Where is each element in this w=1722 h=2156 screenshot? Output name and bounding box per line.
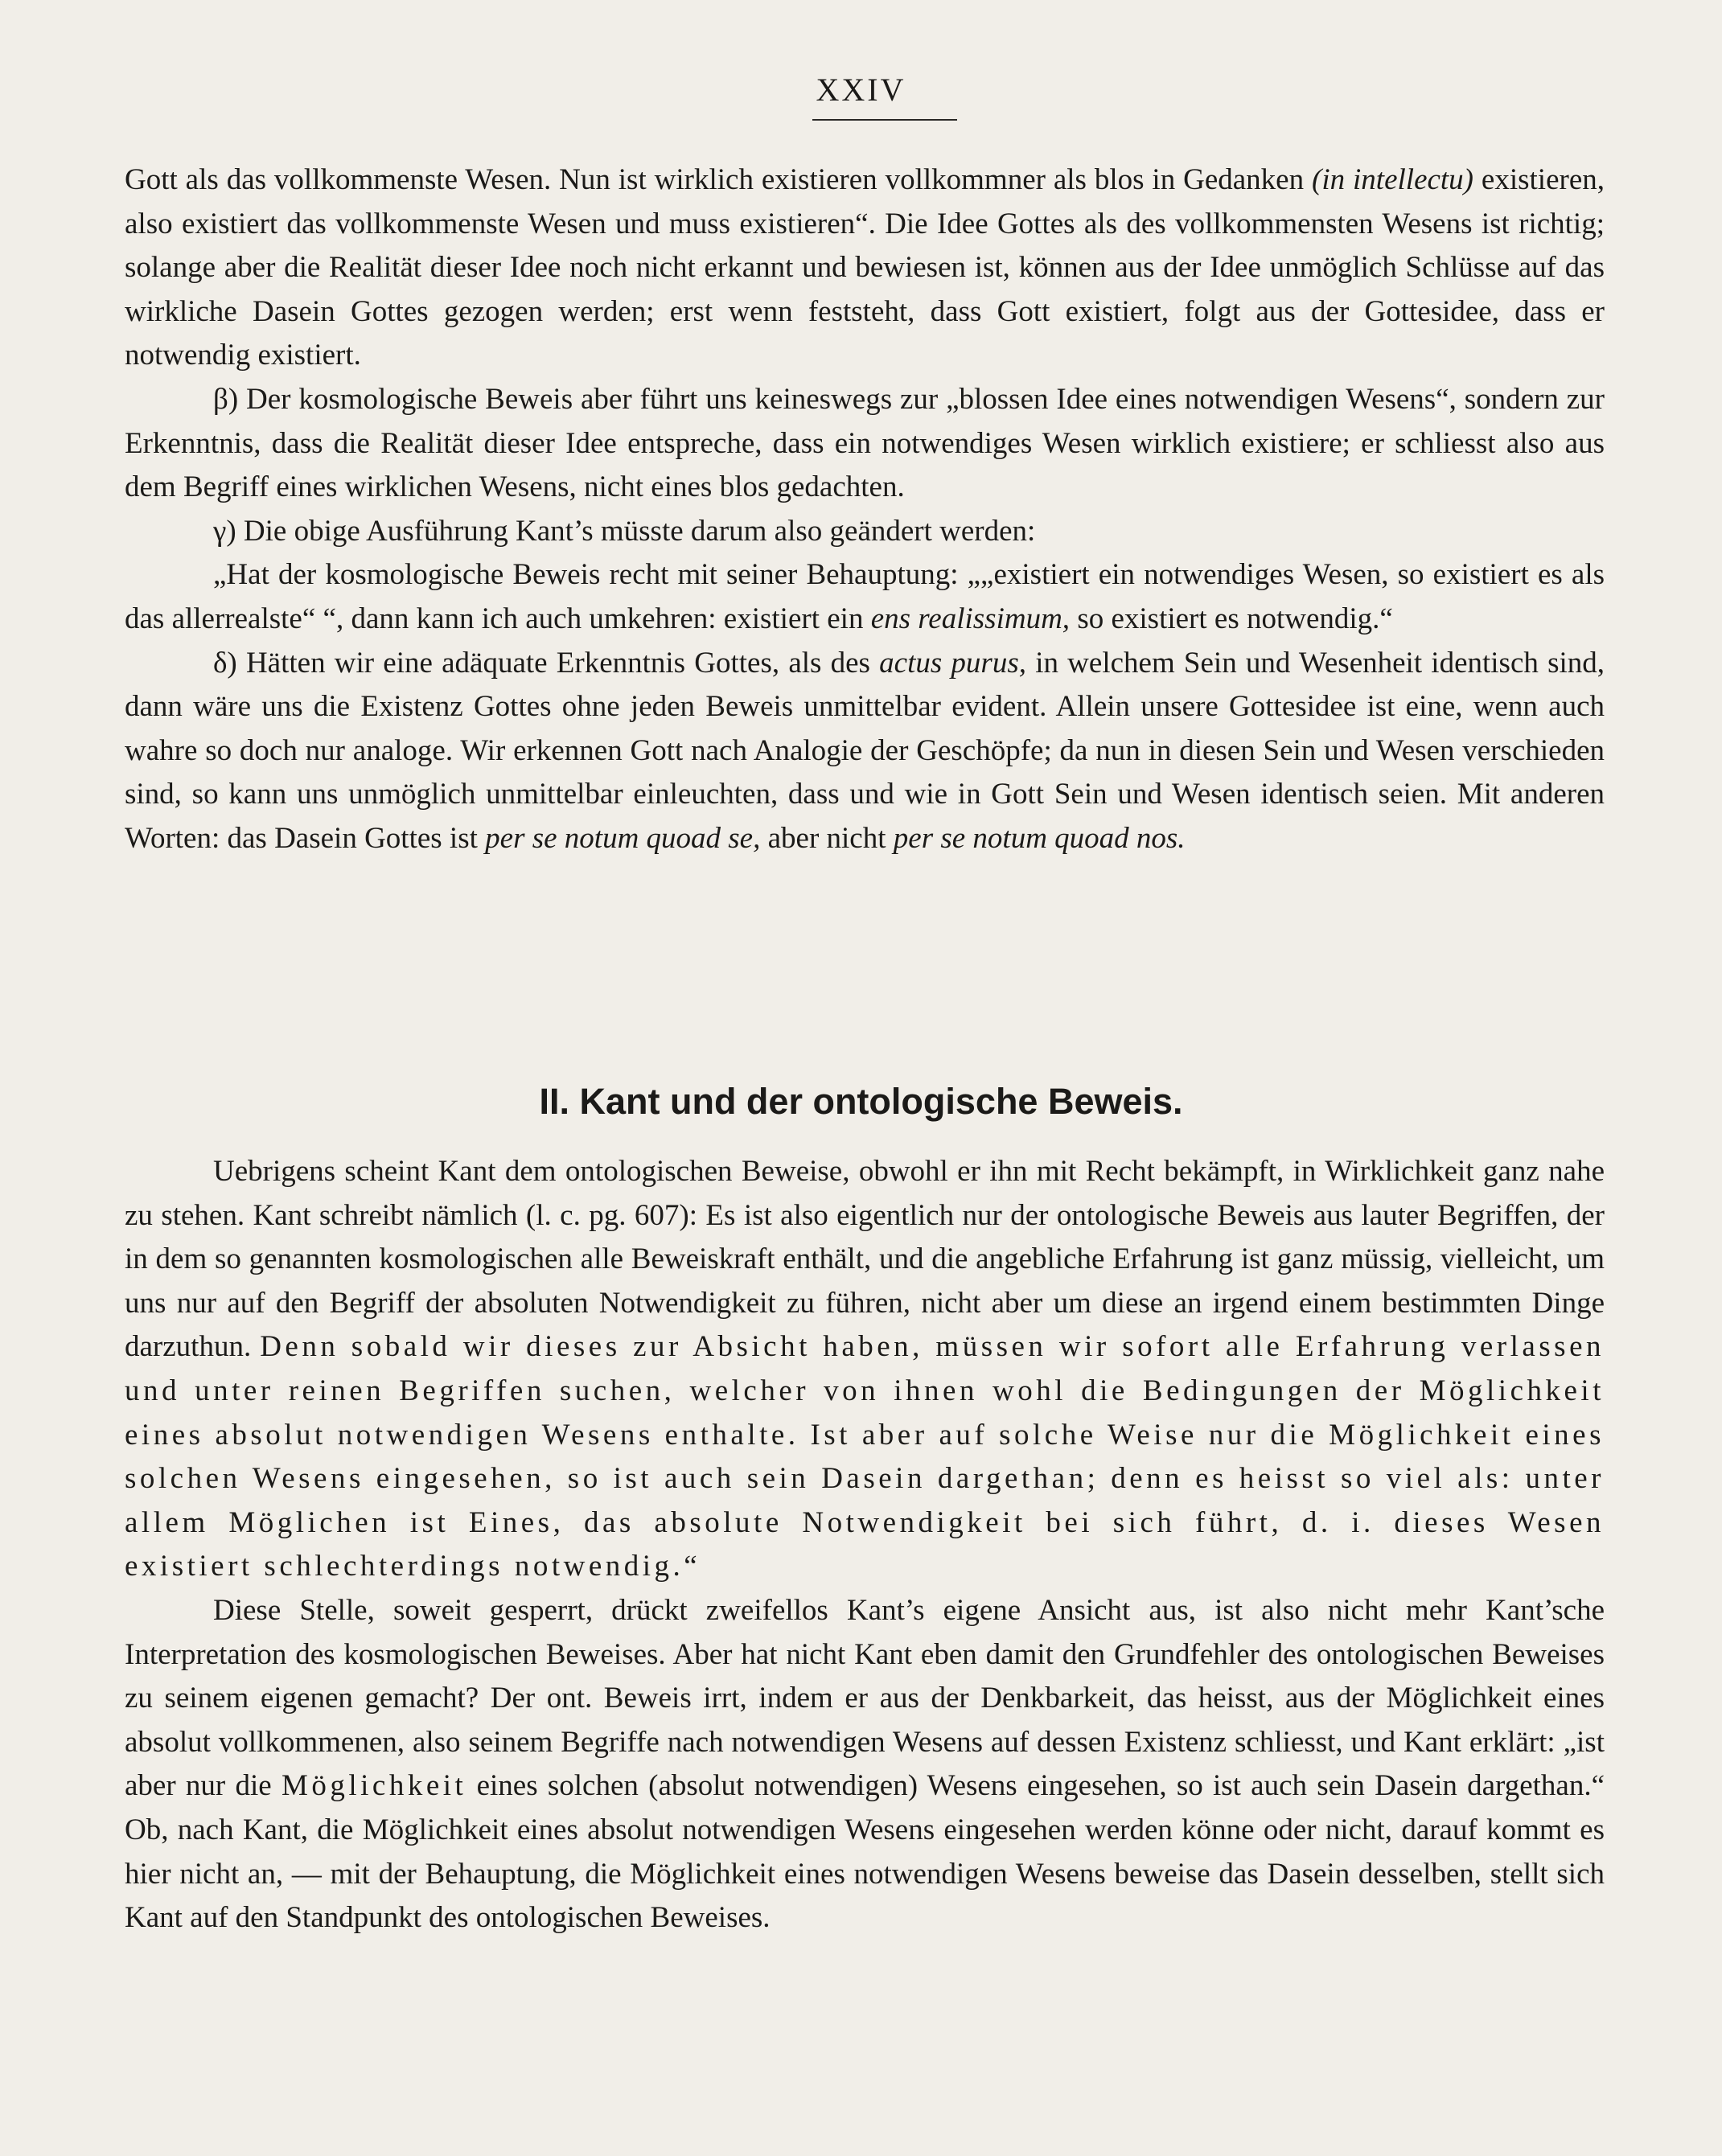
- header-rule: [812, 119, 957, 121]
- paragraph-continued: Gott als das vollkommenste Wesen. Nun ist wirklich existieren vollkommner als blos in Gedanken (in intellectu) existieren, also existiert das vollkommenste Wesen und muss existieren“. Die Idee Gottes als des vollkommensten Wesens ist richtig; solange aber die Realität dieser Idee noch nicht erkannt und bewiesen ist, können aus der Idee unmöglich Schlüsse auf das wirkliche Dasein Gottes gezogen werden; erst wenn feststeht, dass Gott existiert, folgt aus der Gottesidee, dass er notwendig existiert.: [125, 163, 1605, 372]
- section-two-text: [125, 1150, 1605, 1940]
- paragraph-kant-quote: Uebrigens scheint Kant dem ontologischen Beweise, obwohl er ihn mit Recht bekämpft, in Wirklichkeit ganz nahe zu stehen. Kant schreibt nämlich (l. c. pg. 607): Es ist also eigentlich nur der ontologische Beweis aus lauter Begriffen, der in dem so genannten kosmologischen alle Beweiskraft enthält, und die angebliche Erfahrung ist ganz müssig, vielleicht, um uns nur auf den Begriff der absoluten Notwendigkeit zu führen, nicht aber um diese an irgend einem bestimmten Dinge darzuthun. Denn sobald wir dieses zur Absicht haben, müssen wir sofort alle Erfahrung verlassen und unter reinen Begriffen suchen, welcher von ihnen wohl die Bedingungen der Möglichkeit eines absolut notwendigen Wesens enthalte. Ist aber auf solche Weise nur die Möglichkeit eines solchen Wesens eingesehen, so ist auch sein Dasein dargethan; denn es heisst so viel als: unter allem Möglichen ist Eines, das absolute Notwendigkeit bei sich führt, d. i. dieses Wesen existiert schlechterdings notwendig.“: [125, 1155, 1605, 1583]
- paragraph-quote: „Hat der kosmologische Beweis recht mit seiner Behauptung: „„existiert ein notwendiges Wesen, so existiert es als das allerrealste“ “, dann kann ich auch umkehren: existiert ein ens realissimum, so existiert es notwendig.“: [125, 558, 1605, 635]
- section-one-text: [125, 158, 1605, 861]
- spaced-word: Möglichkeit: [281, 1769, 467, 1803]
- paragraph-interpretation: Diese Stelle, soweit gesperrt, drückt zweifellos Kant’s eigene Ansicht aus, ist also nicht mehr Kant’sche Interpretation des kosmologischen Beweises. Aber hat nicht Kant eben damit den Grundfehler des ontologischen Beweises zu seinem eigenen gemacht? Der ont. Beweis irrt, indem er aus der Denkbarkeit, das heisst, aus der Möglichkeit eines absolut vollkommenen, also seinem Begriffe nach notwendigen Wesens auf dessen Existenz schliesst, und Kant erklärt: „ist aber nur die Möglichkeit eines solchen (absolut notwendigen) Wesens eingesehen, so ist auch sein Dasein dargethan.“ Ob, nach Kant, die Möglichkeit eines absolut notwendigen Wesens eingesehen werden könne oder nicht, darauf kommt es hier nicht an, — mit der Behauptung, die Möglichkeit eines notwendigen Wesens beweise das Dasein desselben, stellt sich Kant auf den Standpunkt des ontologischen Beweises.: [125, 1593, 1605, 1935]
- paragraph-gamma: γ) Die obige Ausführung Kant’s müsste darum also geändert werden:: [213, 514, 1036, 548]
- paragraph-beta: β) Der kosmologische Beweis aber führt uns keineswegs zur „blossen Idee eines notwendigen Wesens“, sondern zur Erkenntnis, dass die Realität dieser Idee entspreche, dass ein notwendiges Wesen wirklich existiere; er schliesst also aus dem Begriff eines wirklichen Wesens, nicht eines blos gedachten.: [125, 382, 1605, 504]
- section-heading: II. Kant und der ontologische Beweis.: [539, 1081, 1183, 1122]
- paragraph-delta: δ) Hätten wir eine adäquate Erkenntnis Gottes, als des actus purus, in welchem Sein und Wesenheit identisch sind, dann wäre uns die Existenz Gottes ohne jeden Beweis unmittelbar evident. Allein unsere Gottesidee ist eine, wenn auch wahre so doch nur analoge. Wir erkennen Gott nach Analogie der Geschöpfe; da nun in diesen Sein und Wesen verschieden sind, so kann uns unmöglich unmittelbar einleuchten, dass und wie in Gott Sein und Wesen identisch seien. Mit anderen Worten: das Dasein Gottes ist per se notum quoad se, aber nicht per se notum quoad nos.: [125, 646, 1605, 855]
- spaced-quote: Denn sobald wir dieses zur Absicht haben, müssen wir sofort alle Erfahrung verlassen und unter reinen Begriffen suchen, welcher von ihnen wohl die Bedingungen der Möglichkeit eines absolut notwendigen Wesens enthalte. Ist aber auf solche Weise nur die Möglichkeit eines solchen Wesens eingesehen, so ist auch sein Dasein dargethan; denn es heisst so viel als: unter allem Möglichen ist Eines, das absolute Notwendigkeit bei sich führt, d. i. dieses Wesen existiert schlechterdings notwendig.“: [125, 1330, 1605, 1583]
- page-number: XXIV: [816, 72, 906, 108]
